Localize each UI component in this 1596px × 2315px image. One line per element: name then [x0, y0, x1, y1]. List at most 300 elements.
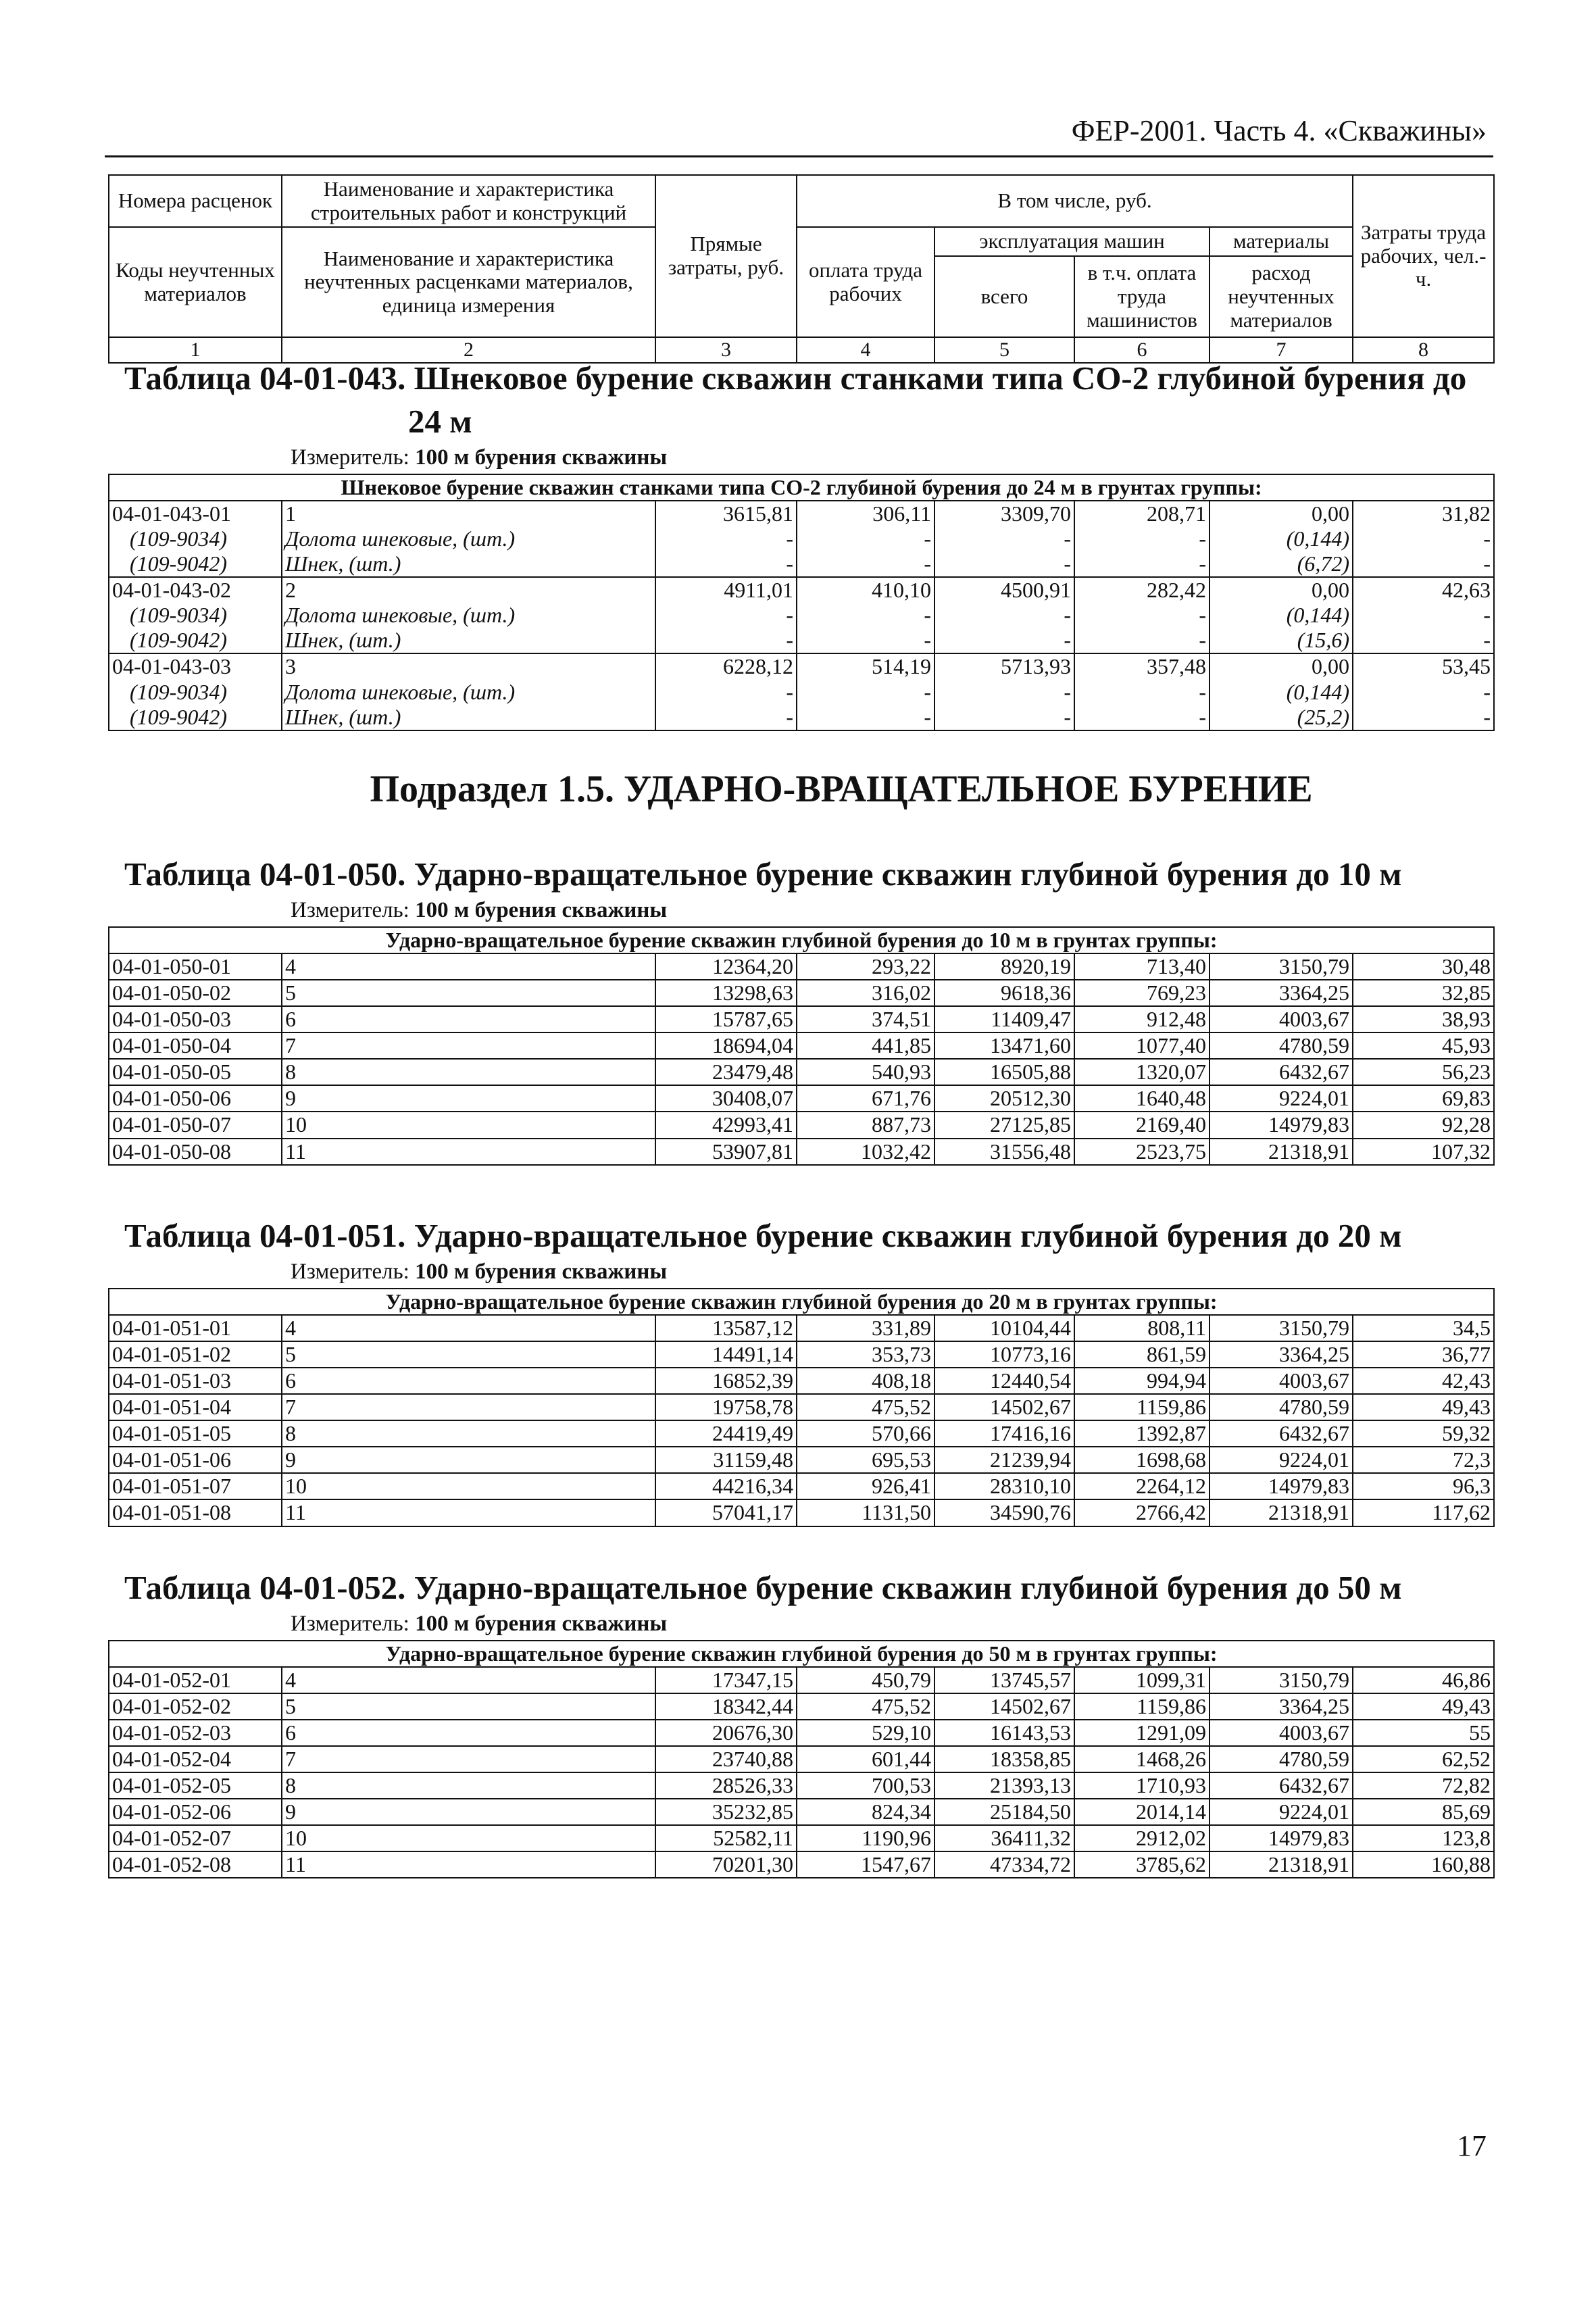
machinists-pay-cell: 1159,86	[1074, 1693, 1210, 1720]
labor-pay-cell: 475,52	[797, 1394, 934, 1420]
table-row	[109, 953, 1494, 980]
machinists-pay-cell: 1392,87	[1074, 1420, 1210, 1447]
table-04-01-043	[108, 357, 1493, 731]
machines-total-cell: 17416,16	[934, 1420, 1074, 1447]
table-row	[109, 1447, 1494, 1473]
rate-code-cell: 04-01-050-01	[109, 953, 282, 980]
soil-group-cell: 10	[282, 1112, 655, 1138]
direct-costs-cell: 17347,15	[655, 1667, 797, 1693]
direct-costs-cell: 23479,48	[655, 1059, 797, 1085]
labor-pay-cell: -	[797, 603, 934, 628]
labor-hours-cell: 31,82	[1353, 501, 1494, 526]
materials-cell: 4003,67	[1210, 1006, 1353, 1032]
labor-hours-cell: 49,43	[1353, 1394, 1494, 1420]
materials-cell: 4003,67	[1210, 1720, 1353, 1746]
table-row	[109, 577, 1494, 603]
direct-costs-cell: 14491,14	[655, 1341, 797, 1368]
labor-pay-cell: 1131,50	[797, 1499, 934, 1526]
material-name-cell: Долота шнековые, (шт.)	[282, 526, 655, 551]
direct-costs-cell: 70201,30	[655, 1851, 797, 1878]
machines-total-cell: -	[934, 680, 1074, 705]
labor-pay-cell: 293,22	[797, 953, 934, 980]
data-table	[108, 1640, 1495, 1879]
labor-hours-cell: 62,52	[1353, 1746, 1494, 1772]
table-row	[109, 1006, 1494, 1032]
labor-pay-cell: -	[797, 551, 934, 577]
machines-total-cell: 12440,54	[934, 1368, 1074, 1394]
labor-pay-cell: 824,34	[797, 1799, 934, 1825]
table-title-line: 24 м	[408, 402, 472, 440]
materials-cell: 21318,91	[1210, 1851, 1353, 1878]
machinists-pay-cell: 2264,12	[1074, 1473, 1210, 1499]
machinists-pay-cell: 1698,68	[1074, 1447, 1210, 1473]
materials-cell: 9224,01	[1210, 1447, 1353, 1473]
soil-group-cell: 1	[282, 501, 655, 526]
machinists-pay-cell: 1320,07	[1074, 1059, 1210, 1085]
machinists-pay-cell: 1710,93	[1074, 1772, 1210, 1799]
material-row	[109, 628, 1494, 653]
rate-code-cell: 04-01-051-01	[109, 1315, 282, 1341]
direct-costs-cell: -	[655, 680, 797, 705]
soil-group-cell: 7	[282, 1394, 655, 1420]
machines-total-cell: 11409,47	[934, 1006, 1074, 1032]
materials-cell: (6,72)	[1210, 551, 1353, 577]
measure-label: Измеритель:	[291, 445, 409, 470]
machines-total-cell: 10104,44	[934, 1315, 1074, 1341]
rate-code-cell: 04-01-051-06	[109, 1447, 282, 1473]
direct-costs-cell: 16852,39	[655, 1368, 797, 1394]
measure-line	[291, 1258, 1493, 1286]
materials-cell: 3150,79	[1210, 953, 1353, 980]
labor-pay-cell: 331,89	[797, 1315, 934, 1341]
table-row	[109, 1799, 1494, 1825]
machinists-pay-cell: 1640,48	[1074, 1085, 1210, 1112]
soil-group-cell: 6	[282, 1006, 655, 1032]
material-code-cell: (109-9034)	[109, 526, 282, 551]
machinists-pay-cell: 208,71	[1074, 501, 1210, 526]
machines-total-cell: 8920,19	[934, 953, 1074, 980]
col-num-1: 1	[109, 337, 282, 363]
col-rate-numbers: Номера расценок	[109, 175, 282, 227]
labor-pay-cell: 540,93	[797, 1059, 934, 1085]
direct-costs-cell: 18694,04	[655, 1032, 797, 1059]
direct-costs-cell: -	[655, 603, 797, 628]
table-row	[109, 1059, 1494, 1085]
direct-costs-cell: 42993,41	[655, 1112, 797, 1138]
labor-hours-cell: 123,8	[1353, 1825, 1494, 1851]
measure-label: Измеритель:	[291, 1612, 409, 1637]
labor-pay-cell: 1190,96	[797, 1825, 934, 1851]
material-name-cell: Долота шнековые, (шт.)	[282, 603, 655, 628]
rate-code-cell: 04-01-051-08	[109, 1499, 282, 1526]
table-row	[109, 1667, 1494, 1693]
data-table	[108, 926, 1495, 1166]
materials-cell: 4780,59	[1210, 1746, 1353, 1772]
col-including: В том числе, руб.	[797, 175, 1353, 227]
measure-line	[291, 1610, 1493, 1638]
table-caption: Ударно-вращательное бурение скважин глубиной бурения до 10 м в грунтах группы:	[109, 927, 1494, 953]
measure-line	[291, 897, 1493, 924]
machines-total-cell: -	[934, 551, 1074, 577]
subsection-title: Подраздел 1.5. УДАРНО-ВРАЩАТЕЛЬНОЕ БУРЕНИЕ	[370, 768, 1313, 810]
labor-hours-cell: 49,43	[1353, 1693, 1494, 1720]
rate-code-cell: 04-01-052-06	[109, 1799, 282, 1825]
rate-code-cell: 04-01-050-06	[109, 1085, 282, 1112]
material-name-cell: Долота шнековые, (шт.)	[282, 680, 655, 705]
col-material-name: Наименование и характеристика неучтенных расценками материалов, единица измерения	[282, 227, 655, 337]
table-row	[109, 501, 1494, 526]
materials-cell: 3364,25	[1210, 1693, 1353, 1720]
labor-pay-cell: 514,19	[797, 653, 934, 679]
rate-code-cell: 04-01-043-03	[109, 653, 282, 679]
table-04-01-050	[108, 853, 1493, 1166]
labor-pay-cell: -	[797, 628, 934, 653]
machinists-pay-cell: 713,40	[1074, 953, 1210, 980]
soil-group-cell: 8	[282, 1420, 655, 1447]
machinists-pay-cell: 1291,09	[1074, 1720, 1210, 1746]
machines-total-cell: 20512,30	[934, 1085, 1074, 1112]
labor-pay-cell: 306,11	[797, 501, 934, 526]
machinists-pay-cell: -	[1074, 551, 1210, 577]
table-title-line: Таблица 04-01-043. Шнековое бурение скважин станками типа СО-2 глубиной бурения до	[124, 359, 1467, 397]
measure-value: 100 м бурения скважины	[415, 1260, 668, 1285]
soil-group-cell: 11	[282, 1851, 655, 1878]
materials-cell: (0,144)	[1210, 603, 1353, 628]
measure-line	[291, 444, 1493, 472]
materials-cell: 21318,91	[1210, 1499, 1353, 1526]
material-row	[109, 526, 1494, 551]
labor-pay-cell: 529,10	[797, 1720, 934, 1746]
soil-group-cell: 4	[282, 1667, 655, 1693]
col-machinists-pay: в т.ч. оплата труда машинистов	[1074, 256, 1210, 337]
soil-group-cell: 7	[282, 1746, 655, 1772]
materials-cell: 14979,83	[1210, 1473, 1353, 1499]
page-number: 17	[1457, 2129, 1487, 2162]
machines-total-cell: 5713,93	[934, 653, 1074, 679]
soil-group-cell: 5	[282, 1693, 655, 1720]
table-row	[109, 1473, 1494, 1499]
col-material-codes: Коды неучтенных материалов	[109, 227, 282, 337]
machinists-pay-cell: 861,59	[1074, 1341, 1210, 1368]
material-row	[109, 603, 1494, 628]
rate-code-cell: 04-01-052-02	[109, 1693, 282, 1720]
col-machines-total: всего	[934, 256, 1074, 337]
material-code-cell: (109-9034)	[109, 603, 282, 628]
col-material-consumption: расход неучтенных материалов	[1210, 256, 1353, 337]
machinists-pay-cell: 2912,02	[1074, 1825, 1210, 1851]
labor-hours-cell: 107,32	[1353, 1139, 1494, 1165]
col-num-7: 7	[1210, 337, 1353, 363]
machinists-pay-cell: 2523,75	[1074, 1139, 1210, 1165]
machines-total-cell: 14502,67	[934, 1394, 1074, 1420]
labor-pay-cell: 353,73	[797, 1341, 934, 1368]
machinists-pay-cell: -	[1074, 680, 1210, 705]
soil-group-cell: 4	[282, 1315, 655, 1341]
materials-cell: 3150,79	[1210, 1315, 1353, 1341]
soil-group-cell: 9	[282, 1447, 655, 1473]
materials-cell: 9224,01	[1210, 1799, 1353, 1825]
measure-label: Измеритель:	[291, 1260, 409, 1285]
labor-hours-cell: 85,69	[1353, 1799, 1494, 1825]
labor-hours-cell: 46,86	[1353, 1667, 1494, 1693]
col-num-4: 4	[797, 337, 934, 363]
table-row	[109, 1341, 1494, 1368]
machines-total-cell: 47334,72	[934, 1851, 1074, 1878]
labor-hours-cell: 45,93	[1353, 1032, 1494, 1059]
col-work-name: Наименование и характеристика строительных работ и конструкций	[282, 175, 655, 227]
materials-cell: 0,00	[1210, 501, 1353, 526]
labor-hours-cell: 34,5	[1353, 1315, 1494, 1341]
labor-hours-cell: -	[1353, 680, 1494, 705]
labor-pay-cell: -	[797, 705, 934, 730]
labor-hours-cell: 59,32	[1353, 1420, 1494, 1447]
machines-total-cell: 14502,67	[934, 1693, 1074, 1720]
labor-hours-cell: -	[1353, 705, 1494, 730]
soil-group-cell: 10	[282, 1825, 655, 1851]
materials-cell: 14979,83	[1210, 1112, 1353, 1138]
direct-costs-cell: -	[655, 551, 797, 577]
table-row	[109, 1746, 1494, 1772]
table-row	[109, 1825, 1494, 1851]
labor-hours-cell: 38,93	[1353, 1006, 1494, 1032]
soil-group-cell: 6	[282, 1720, 655, 1746]
col-num-3: 3	[655, 337, 797, 363]
machinists-pay-cell: -	[1074, 603, 1210, 628]
machinists-pay-cell: 1468,26	[1074, 1746, 1210, 1772]
machinists-pay-cell: 2169,40	[1074, 1112, 1210, 1138]
table-row	[109, 980, 1494, 1006]
direct-costs-cell: 15787,65	[655, 1006, 797, 1032]
materials-cell: 3364,25	[1210, 980, 1353, 1006]
material-name-cell: Шнек, (шт.)	[282, 628, 655, 653]
rate-code-cell: 04-01-043-02	[109, 577, 282, 603]
rate-code-cell: 04-01-051-07	[109, 1473, 282, 1499]
direct-costs-cell: 19758,78	[655, 1394, 797, 1420]
labor-hours-cell: 96,3	[1353, 1473, 1494, 1499]
labor-pay-cell: 695,53	[797, 1447, 934, 1473]
col-direct-costs: Прямые затраты, руб.	[655, 175, 797, 337]
machinists-pay-cell: 1159,86	[1074, 1394, 1210, 1420]
machines-total-cell: 9618,36	[934, 980, 1074, 1006]
machines-total-cell: 4500,91	[934, 577, 1074, 603]
materials-cell: (0,144)	[1210, 680, 1353, 705]
rate-code-cell: 04-01-050-02	[109, 980, 282, 1006]
labor-pay-cell: 700,53	[797, 1772, 934, 1799]
machinists-pay-cell: -	[1074, 628, 1210, 653]
rate-code-cell: 04-01-051-04	[109, 1394, 282, 1420]
materials-cell: 6432,67	[1210, 1059, 1353, 1085]
soil-group-cell: 7	[282, 1032, 655, 1059]
machines-total-cell: 28310,10	[934, 1473, 1074, 1499]
material-code-cell: (109-9042)	[109, 705, 282, 730]
direct-costs-cell: 18342,44	[655, 1693, 797, 1720]
machinists-pay-cell: 1077,40	[1074, 1032, 1210, 1059]
table-row	[109, 1139, 1494, 1165]
labor-pay-cell: 316,02	[797, 980, 934, 1006]
machines-total-cell: -	[934, 628, 1074, 653]
machinists-pay-cell: 282,42	[1074, 577, 1210, 603]
materials-cell: 3364,25	[1210, 1341, 1353, 1368]
table-row	[109, 1085, 1494, 1112]
table-row	[109, 1851, 1494, 1878]
materials-cell: 4780,59	[1210, 1394, 1353, 1420]
labor-pay-cell: 1032,42	[797, 1139, 934, 1165]
col-num-2: 2	[282, 337, 655, 363]
main-content	[108, 357, 1493, 1878]
machines-total-cell: 13745,57	[934, 1667, 1074, 1693]
direct-costs-cell: 53907,81	[655, 1139, 797, 1165]
labor-hours-cell: 72,3	[1353, 1447, 1494, 1473]
machines-total-cell: 31556,48	[934, 1139, 1074, 1165]
machines-total-cell: 27125,85	[934, 1112, 1074, 1138]
table-row	[109, 653, 1494, 679]
soil-group-cell: 4	[282, 953, 655, 980]
materials-cell: 6432,67	[1210, 1420, 1353, 1447]
column-header-table	[108, 174, 1495, 364]
machines-total-cell: 21393,13	[934, 1772, 1074, 1799]
soil-group-cell: 8	[282, 1772, 655, 1799]
machines-total-cell: -	[934, 526, 1074, 551]
measure-value: 100 м бурения скважины	[415, 445, 668, 470]
machinists-pay-cell: 912,48	[1074, 1006, 1210, 1032]
labor-hours-cell: 117,62	[1353, 1499, 1494, 1526]
rate-code-cell: 04-01-052-05	[109, 1772, 282, 1799]
table-row	[109, 1772, 1494, 1799]
rate-code-cell: 04-01-052-03	[109, 1720, 282, 1746]
direct-costs-cell: 31159,48	[655, 1447, 797, 1473]
table-title	[108, 357, 1493, 443]
machines-total-cell: 13471,60	[934, 1032, 1074, 1059]
table-title: Таблица 04-01-050. Ударно-вращательное бурение скважин глубиной бурения до 10 м	[124, 855, 1402, 893]
direct-costs-cell: 13298,63	[655, 980, 797, 1006]
material-row	[109, 705, 1494, 730]
data-table	[108, 1288, 1495, 1527]
soil-group-cell: 8	[282, 1059, 655, 1085]
material-code-cell: (109-9042)	[109, 551, 282, 577]
direct-costs-cell: 20676,30	[655, 1720, 797, 1746]
labor-pay-cell: 441,85	[797, 1032, 934, 1059]
direct-costs-cell: 52582,11	[655, 1825, 797, 1851]
labor-hours-cell: 72,82	[1353, 1772, 1494, 1799]
col-num-6: 6	[1074, 337, 1210, 363]
direct-costs-cell: 35232,85	[655, 1799, 797, 1825]
machinists-pay-cell: 808,11	[1074, 1315, 1210, 1341]
rate-code-cell: 04-01-052-08	[109, 1851, 282, 1878]
materials-cell: (0,144)	[1210, 526, 1353, 551]
rate-code-cell: 04-01-043-01	[109, 501, 282, 526]
col-num-8: 8	[1353, 337, 1494, 363]
labor-hours-cell: 55	[1353, 1720, 1494, 1746]
materials-cell: 6432,67	[1210, 1772, 1353, 1799]
rate-code-cell: 04-01-050-04	[109, 1032, 282, 1059]
table-row	[109, 1499, 1494, 1526]
machinists-pay-cell: 1099,31	[1074, 1667, 1210, 1693]
labor-hours-cell: -	[1353, 603, 1494, 628]
labor-pay-cell: 475,52	[797, 1693, 934, 1720]
material-code-cell: (109-9034)	[109, 680, 282, 705]
measure-label: Измеритель:	[291, 898, 409, 923]
machinists-pay-cell: -	[1074, 705, 1210, 730]
machines-total-cell: -	[934, 603, 1074, 628]
data-table	[108, 474, 1495, 731]
measure-value: 100 м бурения скважины	[415, 1612, 668, 1637]
machinists-pay-cell: 994,94	[1074, 1368, 1210, 1394]
machinists-pay-cell: 357,48	[1074, 653, 1210, 679]
rate-code-cell: 04-01-050-03	[109, 1006, 282, 1032]
page-header: ФЕР-2001. Часть 4. «Скважины»	[1071, 114, 1487, 147]
header-rule	[105, 155, 1493, 157]
table-row	[109, 1112, 1494, 1138]
labor-pay-cell: 887,73	[797, 1112, 934, 1138]
labor-hours-cell: 53,45	[1353, 653, 1494, 679]
machines-total-cell: 10773,16	[934, 1341, 1074, 1368]
materials-cell: 9224,01	[1210, 1085, 1353, 1112]
machines-total-cell: 3309,70	[934, 501, 1074, 526]
machines-total-cell: 21239,94	[934, 1447, 1074, 1473]
machinists-pay-cell: 769,23	[1074, 980, 1210, 1006]
machines-total-cell: 25184,50	[934, 1799, 1074, 1825]
direct-costs-cell: 28526,33	[655, 1772, 797, 1799]
col-labor-hours: Затраты труда рабочих, чел.-ч.	[1353, 175, 1494, 337]
labor-hours-cell: 42,43	[1353, 1368, 1494, 1394]
soil-group-cell: 6	[282, 1368, 655, 1394]
rate-code-cell: 04-01-051-02	[109, 1341, 282, 1368]
machines-total-cell: 34590,76	[934, 1499, 1074, 1526]
labor-hours-cell: 30,48	[1353, 953, 1494, 980]
labor-pay-cell: 410,10	[797, 577, 934, 603]
labor-hours-cell: -	[1353, 526, 1494, 551]
table-title: Таблица 04-01-051. Ударно-вращательное бурение скважин глубиной бурения до 20 м	[124, 1216, 1402, 1254]
soil-group-cell: 11	[282, 1139, 655, 1165]
col-labor-pay: оплата труда рабочих	[797, 227, 934, 337]
measure-value: 100 м бурения скважины	[415, 898, 668, 923]
machines-total-cell: 16505,88	[934, 1059, 1074, 1085]
table-row	[109, 1394, 1494, 1420]
table-row	[109, 1315, 1494, 1341]
labor-hours-cell: -	[1353, 551, 1494, 577]
table-row	[109, 1693, 1494, 1720]
soil-group-cell: 9	[282, 1085, 655, 1112]
machinists-pay-cell: 2766,42	[1074, 1499, 1210, 1526]
soil-group-cell: 3	[282, 653, 655, 679]
labor-hours-cell: 36,77	[1353, 1341, 1494, 1368]
table-row	[109, 1368, 1494, 1394]
direct-costs-cell: -	[655, 705, 797, 730]
table-row	[109, 1720, 1494, 1746]
direct-costs-cell: 6228,12	[655, 653, 797, 679]
materials-cell: (15,6)	[1210, 628, 1353, 653]
labor-pay-cell: 408,18	[797, 1368, 934, 1394]
rate-code-cell: 04-01-051-03	[109, 1368, 282, 1394]
labor-pay-cell: -	[797, 680, 934, 705]
direct-costs-cell: -	[655, 526, 797, 551]
machines-total-cell: -	[934, 705, 1074, 730]
labor-pay-cell: 601,44	[797, 1746, 934, 1772]
direct-costs-cell: 24419,49	[655, 1420, 797, 1447]
labor-hours-cell: 42,63	[1353, 577, 1494, 603]
rate-code-cell: 04-01-052-01	[109, 1667, 282, 1693]
direct-costs-cell: 44216,34	[655, 1473, 797, 1499]
labor-hours-cell: 56,23	[1353, 1059, 1494, 1085]
labor-pay-cell: 374,51	[797, 1006, 934, 1032]
soil-group-cell: 5	[282, 1341, 655, 1368]
col-machines: эксплуатация машин	[934, 227, 1210, 256]
direct-costs-cell: 3615,81	[655, 501, 797, 526]
direct-costs-cell: 30408,07	[655, 1085, 797, 1112]
soil-group-cell: 11	[282, 1499, 655, 1526]
machines-total-cell: 18358,85	[934, 1746, 1074, 1772]
rate-code-cell: 04-01-050-07	[109, 1112, 282, 1138]
